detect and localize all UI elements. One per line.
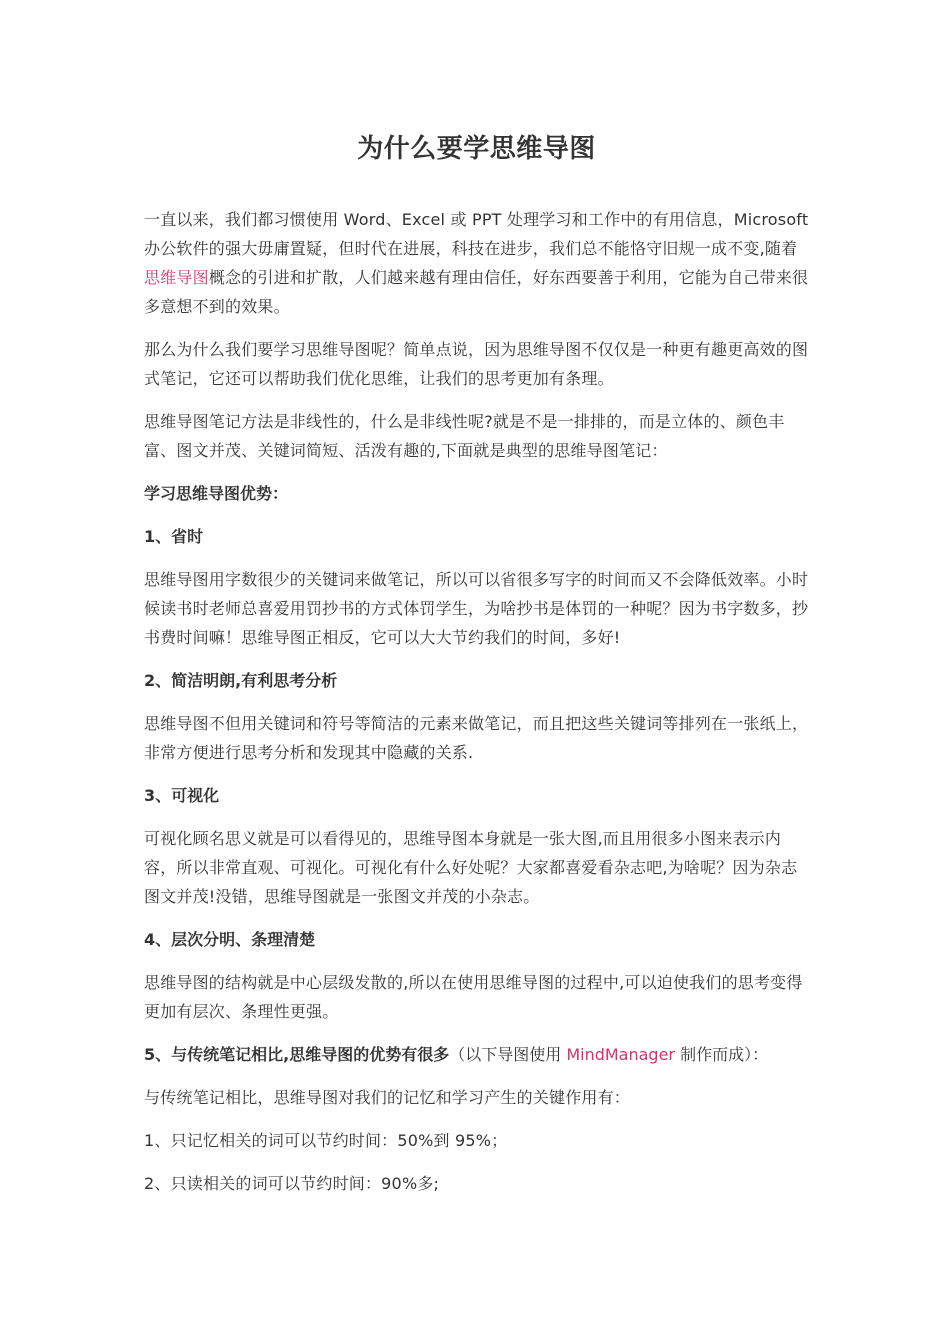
item-3-text: 可视化顾名思义就是可以看得见的，思维导图本身就是一张大图,而且用很多小图来表示内容，所以非常直观、可视化。可视化有什么好处呢？大家都喜爱看杂志吧,为啥呢？因为杂志图文并茂!没错，思维导图就是一张图文并茂的小杂志。 — [144, 829, 798, 906]
item-1-text: 思维导图用字数很少的关键词来做笔记，所以可以省很多写字的时间而又不会降低效率。小时候读书时老师总喜爱用罚抄书的方式体罚学生，为啥抄书是体罚的一种呢？因为书字数多，抄书费时间嘛！思维导图正相反，它可以大大节约我们的时间，多好! — [144, 570, 809, 647]
item-1-heading: 1、省时 — [144, 527, 204, 546]
item-2-text: 思维导图不但用关键词和符号等简洁的元素来做笔记，而且把这些关键词等排列在一张纸上，非常方便进行思考分析和发现其中隐藏的关系. — [144, 714, 809, 762]
item-2-heading: 2、简洁明朗,有利思考分析 — [144, 671, 338, 690]
document-title: 为什么要学思维导图 — [357, 134, 596, 164]
intro-text-after: 概念的引进和扩散，人们越来越有理由信任，好东西要善于利用，它能为自己带来很多意想不到的效果。 — [144, 268, 809, 316]
nonlinear-paragraph: 思维导图笔记方法是非线性的，什么是非线性呢?就是不是一排排的，而是立体的、颜色丰富、图文并茂、关键词简短、活泼有趣的,下面就是典型的思维导图笔记： — [144, 412, 785, 460]
item-4-text: 思维导图的结构就是中心层级发散的,所以在使用思维导图的过程中,可以迫使我们的思考变得更加有层次、条理性更强。 — [144, 973, 803, 1021]
item-5-heading-text: 5、与传统笔记相比,思维导图的优势有很多 — [144, 1045, 450, 1064]
list-item-1: 1、只记忆相关的词可以节约时间：50%到 95%； — [144, 1131, 508, 1150]
document-page — [144, 130, 809, 1212]
item-5-note-before: （以下导图使用 — [449, 1045, 567, 1064]
item-4-heading: 4、层次分明、条理清楚 — [144, 930, 316, 949]
intro-paragraph — [144, 205, 809, 321]
intro-text-before: 一直以来，我们都习惯使用 Word、Excel 或 PPT 处理学习和工作中的有用信息，Microsoft 办公软件的强大毋庸置疑，但时代在进展，科技在进步，我们总不能恪守旧规一成不变,随着 — [144, 210, 809, 258]
why-paragraph: 那么为什么我们要学习思维导图呢？简单点说，因为思维导图不仅仅是一种更有趣更高效的图式笔记，它还可以帮助我们优化思维，让我们的思考更加有条理。 — [144, 340, 809, 388]
item-3-heading: 3、可视化 — [144, 786, 220, 805]
item-5-heading — [144, 1040, 809, 1069]
mind-map-link[interactable]: 思维导图 — [144, 268, 209, 287]
advantages-heading: 学习思维导图优势： — [144, 484, 289, 503]
list-item-2: 2、只读相关的词可以节约时间：90%多; — [144, 1174, 440, 1193]
compare-paragraph: 与传统笔记相比，思维导图对我们的记忆和学习产生的关键作用有： — [144, 1088, 631, 1107]
mindmanager-link[interactable]: MindManager — [566, 1045, 675, 1064]
item-5-note-after: 制作而成）： — [675, 1045, 769, 1064]
